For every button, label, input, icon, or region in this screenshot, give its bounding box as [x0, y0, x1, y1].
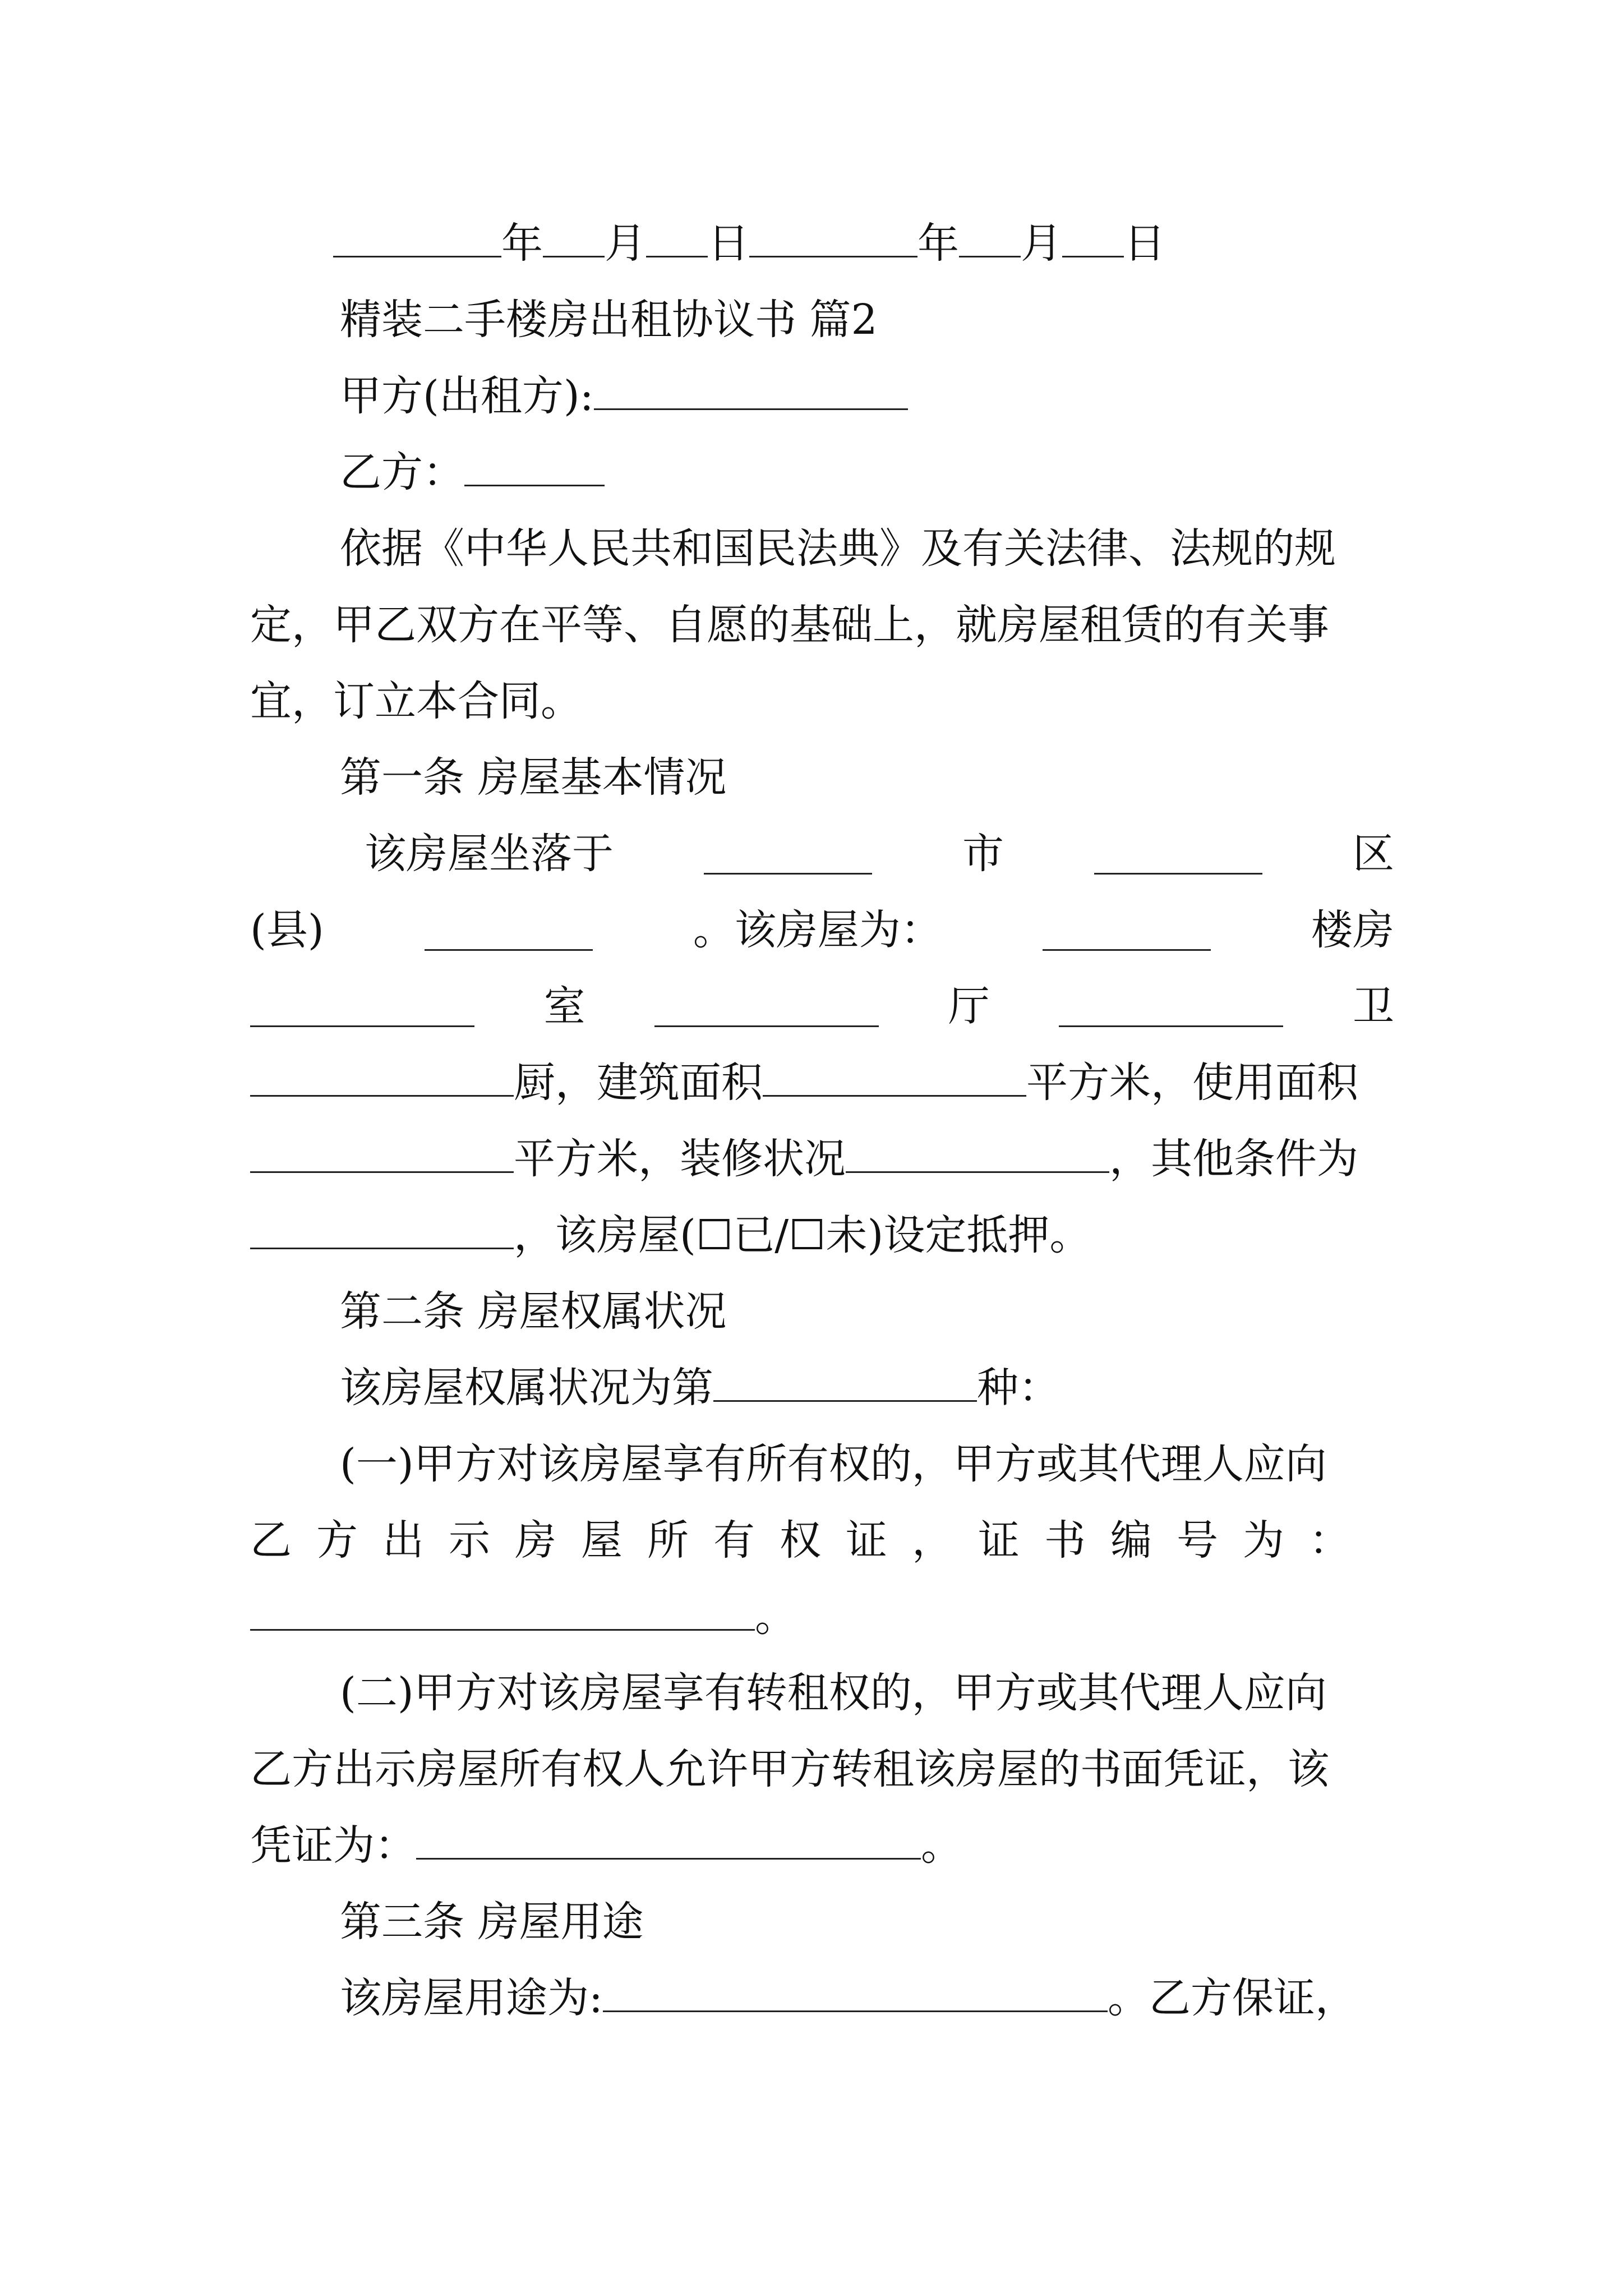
building-blank: [1043, 910, 1211, 951]
article-2-line-1: 该房屋权属状况为第 种：: [340, 1349, 1394, 1427]
article-2-para-1-line-3: 。: [250, 1577, 1394, 1656]
day-blank-2: [1062, 217, 1124, 257]
house-use-blank: [603, 1971, 1108, 2012]
room-blank: [250, 986, 474, 1027]
article-2-para-1-line-2: 乙方出示房屋所有权证，证书编号为：: [250, 1516, 1375, 1565]
intro-line-3: 宜，订立本合同。: [250, 677, 582, 725]
article-2-para-2-line-1: (二)甲方对该房屋享有转租权的，甲方或其代理人应向: [340, 1669, 1327, 1717]
article-1-line-1: 该房屋坐落于 市 区: [365, 830, 1394, 878]
year-blank: [333, 217, 501, 257]
district-blank: [1094, 834, 1262, 875]
intro-line-2: 定，甲乙双方在平等、自愿的基础上，就房屋租赁的有关事: [250, 601, 1329, 649]
article-1-line-4: 厨，建筑面积 平方米，使用面积: [250, 1043, 1394, 1122]
decoration-blank: [846, 1132, 1109, 1173]
article-1-line-5: 平方米，装修状况 ，其他条件为: [250, 1120, 1394, 1198]
article-1-heading: 第一条 房屋基本情况: [340, 753, 727, 802]
kitchen-blank: [250, 1056, 514, 1097]
date-line: 年 月 日 年 月 日: [333, 204, 1354, 283]
article-1-line-6: ，该房屋(☐已/☐未)设定抵押。: [250, 1196, 1394, 1274]
article-1-line-3: 室 厅 卫: [250, 967, 1394, 1046]
year-blank-2: [749, 217, 917, 257]
intro-line-1: 依据《中华人民共和国民法典》及有关法律、法规的规: [340, 524, 1336, 573]
party-b-line: 乙方：: [340, 433, 1394, 512]
article-3-line-1: 该房屋用途为: 。乙方保证，: [340, 1959, 1394, 2037]
hall-blank: [654, 986, 879, 1027]
ownership-type-blank: [713, 1361, 977, 1402]
party-a-blank: [594, 369, 908, 410]
month-blank: [543, 217, 605, 257]
month-blank-2: [959, 217, 1021, 257]
article-2-para-1-line-1: (一)甲方对该房屋享有所有权的，甲方或其代理人应向: [340, 1440, 1327, 1488]
party-b-blank: [464, 445, 605, 486]
article-2-heading: 第二条 房屋权属状况: [340, 1287, 727, 1336]
article-2-para-2-line-3: 凭证为： 。: [250, 1806, 1394, 1885]
day-blank: [646, 217, 708, 257]
article-1-line-2: (县) 。该房屋为： 楼房: [250, 906, 1394, 954]
city-blank: [704, 834, 872, 875]
article-3-heading: 第三条 房屋用途: [340, 1898, 644, 1946]
bathroom-blank: [1059, 986, 1283, 1027]
document-title: 精装二手楼房出租协议书 篇2: [340, 296, 878, 344]
usable-area-blank: [250, 1132, 514, 1173]
floor-area-blank: [763, 1056, 1026, 1097]
county-blank: [425, 910, 593, 951]
certificate-number-blank: [250, 1590, 755, 1631]
party-a-line: 甲方(出租方):: [340, 357, 1394, 435]
other-conditions-blank: [250, 1208, 514, 1249]
sublease-credential-blank: [416, 1819, 921, 1860]
article-2-para-2-line-2: 乙方出示房屋所有权人允许甲方转租该房屋的书面凭证，该: [250, 1745, 1329, 1793]
